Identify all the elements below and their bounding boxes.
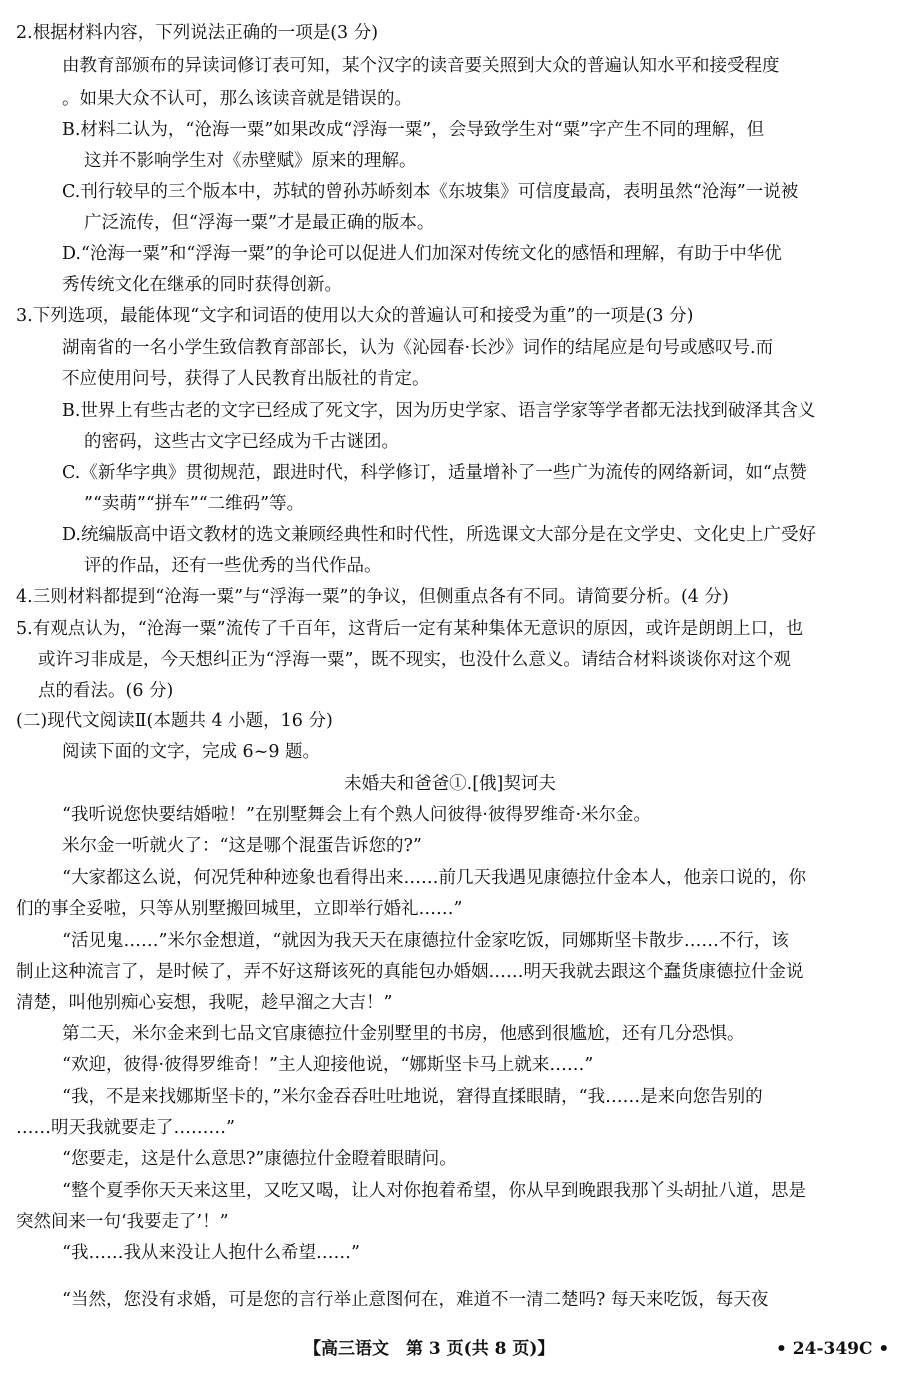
- question-3-option-a-line2: 不应使用问号，获得了人民教育出版社的肯定。: [62, 369, 430, 389]
- question-2-stem: 2.根据材料内容，下列说法正确的一项是(3 分): [16, 23, 379, 43]
- exam-code: • 24-349C •: [776, 1339, 890, 1359]
- story-title: 未婚夫和爸爸①.[俄]契诃夫: [344, 774, 556, 794]
- page-number-label: 【高三语文 第 3 页(共 8 页)】: [304, 1339, 555, 1359]
- question-5-line2: 或许习非成是，今天想纠正为“浮海一粟”，既不现实，也没什么意义。请结合材料谈谈你对这个观: [38, 650, 791, 670]
- story-paragraph: 米尔金一听就火了：“这是哪个混蛋告诉您的?”: [62, 836, 422, 856]
- section-heading: (二)现代文阅读Ⅱ(本题共 4 小题，16 分): [16, 711, 333, 731]
- question-3-option-b-line2: 的密码，这些古文字已经成为千古谜团。: [84, 432, 399, 452]
- question-3-option-c-line1: C.《新华字典》贯彻规范，跟进时代，科学修订，适量增补了一些广为流传的网络新词，如“点赞: [62, 463, 807, 483]
- question-2-option-d-line1: D.“沧海一粟”和“浮海一粟”的争论可以促进人们加深对传统文化的感悟和理解，有助于中华优: [62, 244, 782, 264]
- question-4: 4.三则材料都提到“沧海一粟”与“浮海一粟”的争议，但侧重点各有不同。请简要分析。(4 分): [16, 587, 729, 607]
- question-3-option-a-line1: 湖南省的一名小学生致信教育部部长，认为《沁园春·长沙》词作的结尾应是句号或感叹号.而: [62, 338, 774, 358]
- story-paragraph: “欢迎，彼得·彼得罗维奇！”主人迎接他说，“娜斯坚卡马上就来……”: [62, 1055, 594, 1075]
- question-2-option-b-line2: 这并不影响学生对《赤壁赋》原来的理解。: [84, 151, 417, 171]
- question-2-option-d-line2: 秀传统文化在继承的同时获得创新。: [62, 275, 342, 295]
- question-2-option-a-line1: 由教育部颁布的异读词修订表可知，某个汉字的读音要关照到大众的普遍认知水平和接受程度: [62, 56, 780, 76]
- story-paragraph: “我听说您快要结婚啦！”在别墅舞会上有个熟人问彼得·彼得罗维奇·米尔金。: [62, 805, 652, 825]
- story-paragraph: “活见鬼……”米尔金想道，“就因为我天天在康德拉什金家吃饭，同娜斯坚卡散步……不行，该: [62, 931, 789, 951]
- question-3-option-d-line2: 评的作品，还有一些优秀的当代作品。: [84, 556, 382, 576]
- question-5-line3: 点的看法。(6 分): [38, 681, 174, 701]
- question-2-option-c-line2: 广泛流传，但“浮海一粟”才是最正确的版本。: [84, 213, 435, 233]
- question-3-option-b-line1: B.世界上有些古老的文字已经成了死文字，因为历史学家、语言学家等学者都无法找到破泽其含义: [62, 401, 816, 421]
- section-instruction: 阅读下面的文字，完成 6~9 题。: [62, 742, 321, 762]
- story-paragraph: “我，不是来找娜斯坚卡的，”米尔金吞吞吐吐地说，窘得直揉眼睛，“我……是来向您告别的: [62, 1087, 763, 1107]
- story-paragraph: 第二天，米尔金来到七品文官康德拉什金别墅里的书房，他感到很尴尬，还有几分恐惧。: [62, 1024, 745, 1044]
- story-paragraph: “当然，您没有求婚，可是您的言行举止意图何在，难道不一清二楚吗? 每天来吃饭，每天夜: [62, 1290, 769, 1310]
- story-paragraph: 们的事全妥啦，只等从别墅搬回城里，立即举行婚礼……”: [16, 899, 463, 919]
- question-3-stem: 3.下列选项，最能体现“文字和词语的使用以大众的普遍认可和接受为重”的一项是(3 分): [16, 306, 694, 326]
- story-paragraph: 制止这种流言了，是时候了，弄不好这搿该死的真能包办婚姻……明天我就去跟这个蠢货康德拉什金说: [16, 962, 804, 982]
- story-paragraph: “您要走，这是什么意思?”康德拉什金瞪着眼睛问。: [62, 1149, 457, 1169]
- question-2-option-c-line1: C.刊行较早的三个版本中，苏轼的曾孙苏峤刻本《东坡集》可信度最高，表明虽然“沧海”一说被: [62, 182, 799, 202]
- story-paragraph: 突然间来一句‘我要走了’！”: [16, 1212, 229, 1232]
- story-paragraph: “大家都这么说，何况凭种种迹象也看得出来……前几天我遇见康德拉什金本人，他亲口说的，你: [62, 868, 806, 888]
- story-paragraph: 清楚，叫他别痴心妄想，我呢，趁早溜之大吉！”: [16, 993, 393, 1013]
- question-2-option-b-line1: B.材料二认为，“沧海一粟”如果改成“浮海一粟”，会导致学生对“粟”字产生不同的理解，但: [62, 120, 765, 140]
- story-paragraph: “我……我从来没让人抱什么希望……”: [62, 1243, 360, 1263]
- question-2-option-a-line2: 。如果大众不认可，那么该读音就是错误的。: [62, 89, 412, 109]
- story-paragraph: ……明天我就要走了………”: [16, 1118, 235, 1138]
- question-3-option-d-line1: D.统编版高中语文教材的选文兼顾经典性和时代性，所选课文大部分是在文学史、文化史上广受好: [62, 525, 816, 545]
- question-3-option-c-line2: ”“卖萌”“拼车”“二维码”等。: [84, 494, 305, 514]
- question-5-line1: 5.有观点认为，“沧海一粟”流传了千百年，这背后一定有某种集体无意识的原因，或许是朗朗上口，也: [16, 619, 804, 639]
- story-paragraph: “整个夏季你天天来这里，又吃又喝，让人对你抱着希望，你从早到晚跟我那丫头胡扯八道，思是: [62, 1181, 806, 1201]
